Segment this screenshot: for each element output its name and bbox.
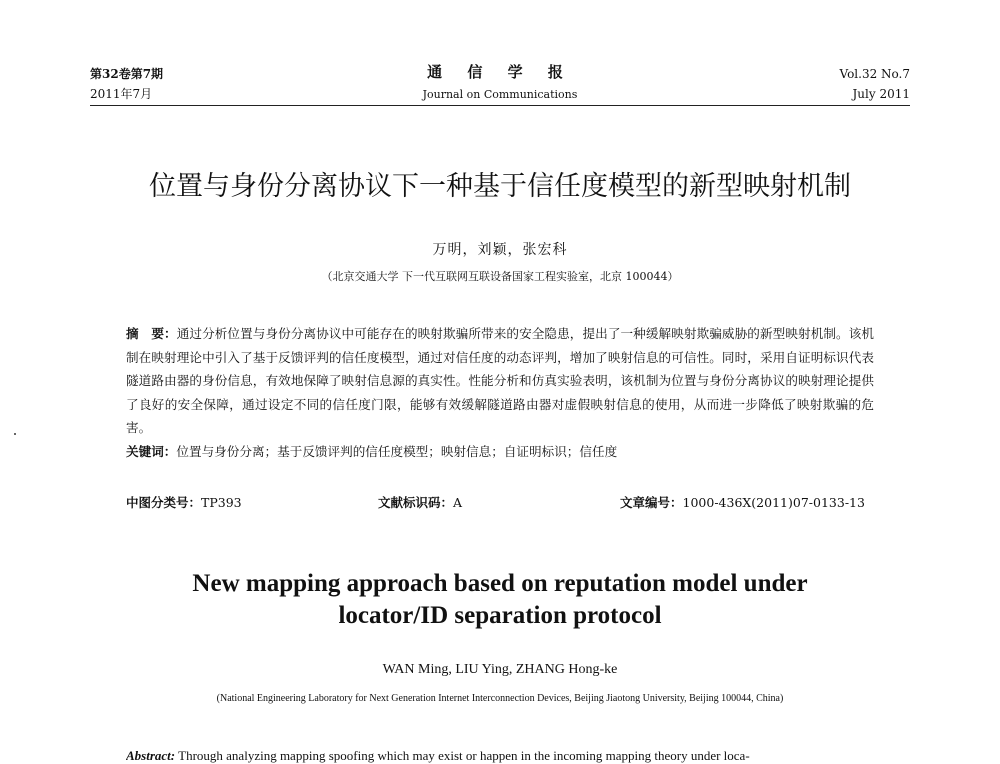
clc-label: 中图分类号： [126, 495, 202, 510]
clc-number [126, 493, 242, 511]
affiliation-en: (National Engineering Laboratory for Next Generation Internet Interconnection Devices, Beijing Jiaotong University, Beijing 100044, China) [216, 693, 784, 704]
header-journal-cn: 通 信 学 报 [427, 63, 573, 81]
abstract-en [126, 748, 886, 764]
header-rule [90, 105, 910, 106]
authors-cn: 万明，刘颖，张宏科 [432, 242, 568, 258]
header-date-cn: 2011年7月 [90, 87, 153, 101]
paper-title-en-line1: New mapping approach based on reputation model under [192, 570, 808, 597]
paper-title-en [0, 568, 1000, 632]
doc-code-value: A [453, 495, 463, 510]
paper-title-en-line2: locator/ID separation protocol [338, 602, 662, 629]
article-no-label: 文章编号： [620, 495, 683, 510]
clc-value: TP393 [201, 495, 242, 510]
article-number [620, 493, 865, 511]
header-volume-cn: 第32卷第7期 [90, 67, 164, 81]
abstract-label-en: Abstract: [126, 748, 176, 763]
doc-code-label: 文献标识码： [378, 495, 454, 510]
header-date-en: July 2011 [852, 87, 910, 101]
keywords-label: 关键词： [126, 443, 177, 459]
article-no-value: 1000-436X(2011)07-0133-13 [682, 495, 865, 510]
paper-title-cn: 位置与身份分离协议下一种基于信任度模型的新型映射机制 [149, 171, 851, 202]
abstract-label-cn: 摘 要： [126, 326, 177, 341]
affiliation-cn: （北京交通大学 下一代互联网互联设备国家工程实验室，北京 100044） [321, 270, 679, 283]
header-volume-en: Vol.32 No.7 [839, 67, 910, 81]
abstract-cn [126, 322, 874, 463]
abstract-text-en: Through analyzing mapping spoofing which may exist or happen in the incoming mapping theory under loca- [178, 748, 750, 763]
abstract-text-cn: 通过分析位置与身份分离协议中可能存在的映射欺骗所带来的安全隐患，提出了一种缓解映射欺骗威胁的新型映射机制。该机制在映射理论中引入了基于反馈评判的信任度模型，通过对信任度的动态评判，增加了映射信息的可信性。同时，采用自证明标识代表隧道路由器的身份信息，有效地保障了映射信息源的真实性。性能分析和仿真实验表明，该机制为位置与身份分离协议的映射理论提供了良好的安全保障，通过设定不同的信任度门限，能够有效缓解隧道路由器对虚假映射信息的使用，从而进一步降低了映射欺骗的危害。 [126, 326, 875, 435]
document-code [378, 493, 462, 511]
authors-en: WAN Ming, LIU Ying, ZHANG Hong-ke [382, 662, 618, 677]
keywords-text: 位置与身份分离；基于反馈评判的信任度模型；映射信息；自证明标识；信任度 [176, 443, 618, 459]
scan-speck [14, 433, 16, 435]
header-journal-en: Journal on Communications [422, 88, 578, 101]
